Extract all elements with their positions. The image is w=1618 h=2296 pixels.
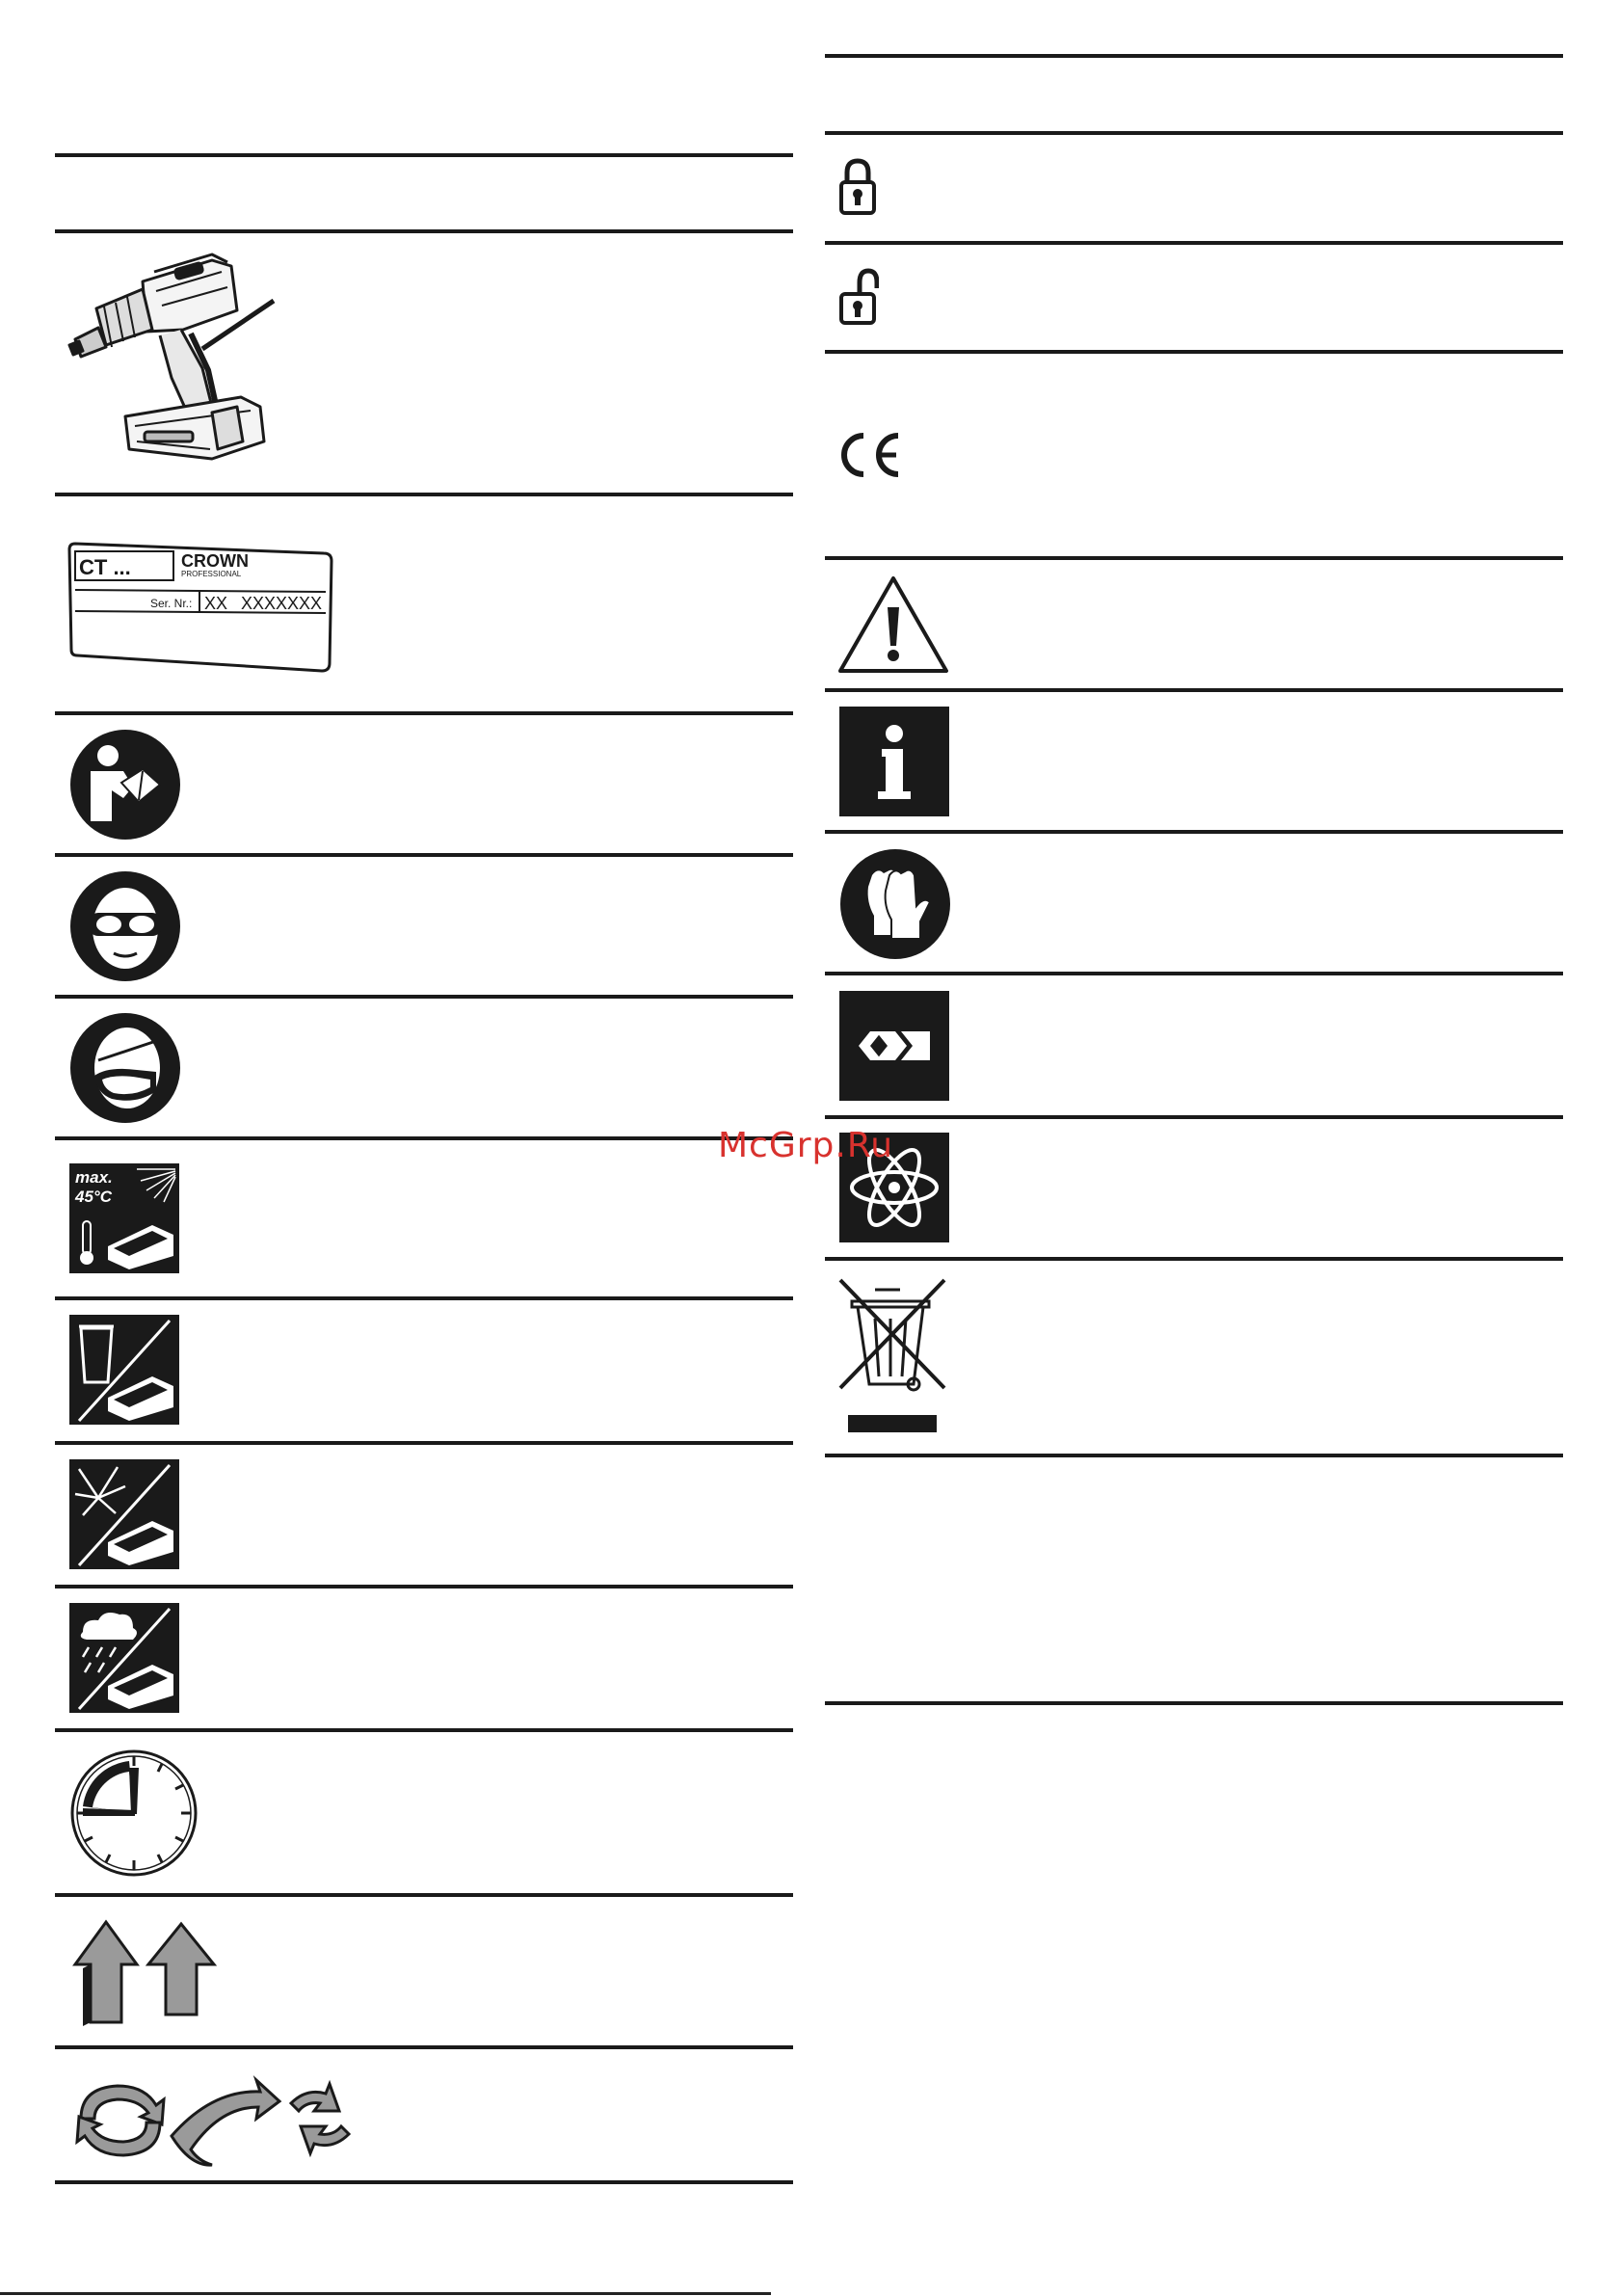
separator-line bbox=[55, 1728, 793, 1732]
information-icon bbox=[839, 707, 949, 816]
separator-line bbox=[825, 688, 1563, 692]
no-household-waste-battery-icon bbox=[69, 1315, 179, 1425]
protective-gloves-icon bbox=[839, 848, 951, 960]
plate-brand-sub: PROFESSIONAL bbox=[181, 570, 242, 578]
safety-goggles-icon bbox=[69, 870, 181, 982]
temperature-value-label: 45°C bbox=[75, 1188, 112, 1206]
battery-charge-level-icon bbox=[839, 991, 949, 1101]
separator-line bbox=[55, 493, 793, 496]
separator-line bbox=[55, 995, 793, 999]
temperature-max-label: max. bbox=[75, 1168, 113, 1187]
ce-mark-icon bbox=[836, 430, 902, 480]
page-bottom-edge bbox=[0, 2292, 771, 2295]
plate-serial-label: Ser. Nr.: bbox=[150, 597, 193, 610]
separator-line bbox=[825, 1701, 1563, 1705]
warning-triangle-icon bbox=[836, 574, 950, 675]
watermark: McGrp.Ru bbox=[718, 1126, 894, 1165]
separator-line bbox=[825, 972, 1563, 975]
separator-line bbox=[55, 2045, 793, 2049]
separator-line bbox=[825, 1454, 1563, 1457]
separator-line bbox=[55, 1585, 793, 1589]
read-manual-icon bbox=[69, 729, 181, 841]
separator-line bbox=[55, 711, 793, 715]
separator-line bbox=[825, 54, 1563, 58]
rotation-arrows-icon bbox=[67, 2072, 366, 2169]
dust-mask-icon bbox=[69, 1012, 181, 1124]
lock-open-icon bbox=[838, 267, 879, 327]
separator-line bbox=[825, 830, 1563, 834]
separator-line bbox=[55, 1893, 793, 1897]
clock-icon bbox=[69, 1749, 199, 1878]
separator-line bbox=[825, 1257, 1563, 1261]
separator-line bbox=[825, 131, 1563, 135]
separator-line bbox=[55, 1136, 793, 1140]
separator-line bbox=[55, 1296, 793, 1300]
separator-line bbox=[825, 1115, 1563, 1119]
plate-serial-value: XXXXXXX bbox=[241, 594, 323, 613]
separator-line bbox=[825, 241, 1563, 245]
no-rain-battery-icon bbox=[69, 1603, 179, 1713]
separator-line bbox=[55, 153, 793, 157]
crossed-out-wheelie-bin-icon bbox=[836, 1276, 948, 1436]
lock-closed-icon bbox=[838, 157, 877, 217]
separator-line bbox=[55, 229, 793, 233]
plate-brand: CROWN bbox=[181, 551, 249, 571]
separator-line bbox=[825, 556, 1563, 560]
max-temperature-battery-icon bbox=[69, 1163, 179, 1273]
separator-line bbox=[55, 1441, 793, 1445]
plate-model: CT ... bbox=[79, 555, 131, 579]
rating-plate-icon bbox=[67, 538, 337, 673]
push-up-arrows-icon bbox=[69, 1918, 233, 2028]
separator-line bbox=[55, 2180, 793, 2184]
no-fire-battery-icon bbox=[69, 1459, 179, 1569]
separator-line bbox=[55, 853, 793, 857]
drill-illustration-icon bbox=[67, 253, 289, 465]
plate-serial-prefix: XX bbox=[204, 594, 228, 613]
separator-line bbox=[825, 350, 1563, 354]
